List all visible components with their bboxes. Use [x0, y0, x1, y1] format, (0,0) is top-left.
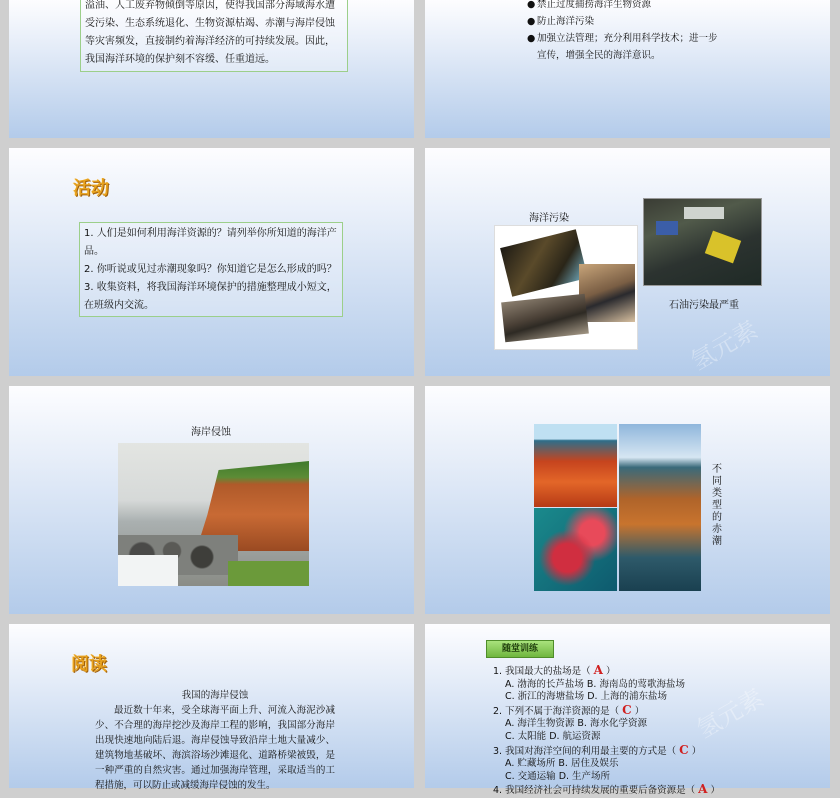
question-2: 2. 下列不属于海洋资源的是（ C ） — [493, 702, 645, 717]
slide-8[interactable] — [425, 624, 830, 797]
list-item: ● 禁止过度捕捞海洋生物资源 — [527, 0, 652, 10]
text-line: 受污染、生态系统退化、生物资源枯竭、赤潮与海岸侵蚀 — [85, 18, 335, 29]
text-line: 3. 收集资料，将我国海洋环境保护的措施整理成小短文， — [84, 282, 337, 293]
question-1: 1. 我国最大的盐场是（ A ） — [493, 663, 616, 677]
slide-2[interactable] — [425, 0, 830, 138]
text-line: 在班级内交流。 — [84, 300, 154, 311]
activity-title: 活动 — [73, 178, 109, 199]
oil-bird-image — [500, 229, 588, 296]
slide-6[interactable] — [425, 386, 830, 614]
text-line: 1. 人们是如何利用海洋资源的？请列举你所知道的海洋产 — [84, 228, 337, 239]
list-item: 宣传，增强全民的海洋意识。 — [537, 50, 661, 61]
yellow-debris — [705, 231, 741, 264]
blue-debris — [656, 221, 678, 235]
reading-title: 阅读 — [71, 654, 107, 675]
question-3: 3. 我国对海洋空间的利用最主要的方式是（ C ） — [493, 742, 702, 757]
answer-3: C — [679, 742, 689, 757]
answer-1: A — [593, 663, 603, 677]
quiz — [493, 664, 813, 798]
reading-body: 最近数十年来，受全球海平面上升、河流入海泥沙减少、不合理的海岸挖沙及海岸工程的影响，我国部分海岸出现快速地向陆后退。海岸侵蚀导致沿岸土地大量减少、建筑物地基破坏、海滨浴场沙滩退化、道路桥梁被毁，是一种严重的自然灾害。通过加强海岸管理，采取适当的工程措施，可以防止或减缓海岸侵蚀的发生。 — [95, 705, 335, 791]
options-2b: C. 太阳能 D. 航运资源 — [505, 730, 601, 742]
coastal-erosion-image — [118, 443, 309, 586]
options-1a: A. 渤海的长芦盐场 B. 海南岛的莺歌海盐场 — [505, 678, 685, 690]
paragraph-box — [80, 0, 348, 72]
watermark: 氢元素 — [692, 683, 769, 744]
red-tide-caption: 不同类型的赤潮 — [712, 464, 722, 547]
watermark: 氢元素 — [686, 315, 763, 376]
erosion-caption: 海岸侵蚀 — [191, 427, 231, 438]
list-item: ● 加强立法管理；充分利用科学技术；进一步 — [527, 33, 718, 44]
grass — [228, 561, 309, 586]
options-3a: A. 贮藏场所 B. 居住及娱乐 — [505, 758, 619, 770]
options-2a: A. 海洋生物资源 B. 海水化学资源 — [505, 718, 647, 730]
options-3b: C. 交通运输 D. 生产场所 — [505, 770, 611, 782]
pollution-caption: 海洋污染 — [529, 213, 569, 224]
oil-spill-image — [643, 198, 762, 286]
slide-7[interactable] — [9, 624, 414, 791]
red-tide-image-2 — [534, 508, 617, 591]
red-tide-image-1 — [534, 424, 617, 507]
slide-1[interactable] — [9, 0, 414, 138]
question-4: 4. 我国经济社会可持续发展的重要后备资源是（ A ） — [493, 782, 720, 797]
oil-rocks-image — [501, 294, 589, 343]
text-line: 我国海洋环境的保护刻不容缓、任重道远。 — [85, 54, 275, 65]
wave-foam — [118, 555, 178, 586]
slide-5[interactable] — [9, 386, 414, 614]
dead-dolphin-image — [579, 264, 635, 322]
quiz-badge: 随堂训练 — [486, 640, 554, 658]
text-line: 等灾害频发，直接制约着海洋经济的可持续发展。因此， — [85, 36, 335, 47]
reading-passage — [95, 688, 335, 793]
reading-heading: 我国的海岸侵蚀 — [181, 690, 249, 701]
list-item: ● 防止海洋污染 — [527, 16, 595, 27]
oil-caption: 石油污染最严重 — [669, 300, 739, 311]
answer-2: C — [622, 702, 632, 717]
answer-4: A — [698, 782, 708, 797]
white-debris — [684, 207, 724, 219]
measures-list — [527, 0, 827, 64]
red-tide-image-3 — [619, 424, 701, 591]
text-line: 2. 你听说或见过赤潮现象吗？你知道它是怎么形成的吗？ — [84, 264, 337, 275]
text-line: 溢油、人工废弃物倾倒等原因，使得我国部分海域海水遭 — [85, 0, 335, 11]
text-line: 品。 — [84, 246, 104, 257]
slide-3[interactable] — [9, 148, 414, 376]
slide-4[interactable] — [425, 148, 830, 376]
activity-box — [79, 222, 343, 317]
options-1b: C. 浙江的海塘盐场 D. 上海的浦东盐场 — [505, 691, 668, 703]
pollution-collage — [494, 225, 638, 350]
